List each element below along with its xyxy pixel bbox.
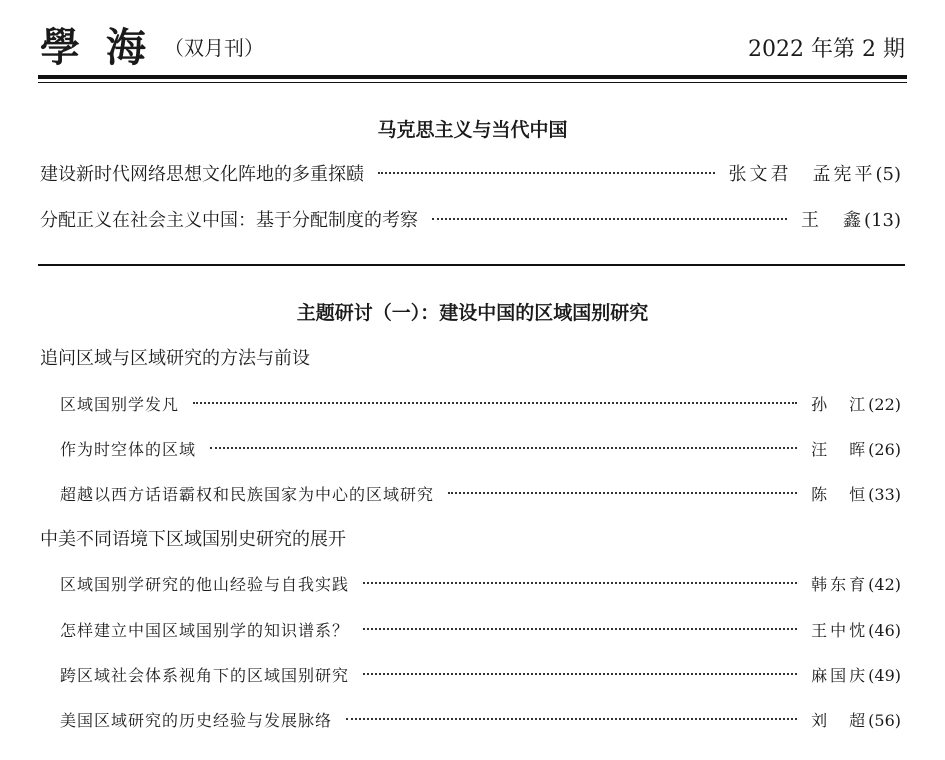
entry-title: 建设新时代网络思想文化阵地的多重探赜: [40, 164, 364, 185]
section-title: 马克思主义与当代中国: [377, 119, 568, 141]
leader-dots: [346, 718, 797, 720]
entry-author: 韩东育: [811, 575, 869, 594]
entry-author: 麻国庆: [811, 666, 869, 685]
toc-entry[interactable]: [60, 618, 901, 644]
entry-title: 区域国别学发凡: [60, 395, 180, 414]
entry-author: 刘 超: [811, 711, 869, 730]
entry-author: 陈 恒: [811, 485, 869, 504]
journal-subtitle: （双月刊）: [164, 36, 264, 60]
leader-dots: [378, 172, 715, 174]
entry-title: 美国区域研究的历史经验与发展脉络: [60, 711, 333, 730]
group-title: 中美不同语境下区域国别史研究的展开: [40, 529, 346, 550]
entry-page: (26): [868, 440, 901, 459]
toc-entry[interactable]: [60, 708, 901, 734]
toc-entry[interactable]: [60, 392, 901, 418]
entry-author: 王 鑫: [801, 210, 865, 231]
entry-page: (13): [864, 210, 901, 231]
leader-dots: [193, 402, 797, 404]
group-title: 追问区域与区域研究的方法与前设: [40, 348, 310, 369]
entry-title: 超越以西方话语霸权和民族国家为中心的区域研究: [60, 485, 435, 504]
entry-page: (33): [868, 485, 901, 504]
journal-name: 學 海: [40, 24, 152, 71]
entry-page: (42): [868, 575, 901, 594]
toc-entry[interactable]: [60, 482, 901, 508]
leader-dots: [210, 447, 797, 449]
toc-entry[interactable]: [60, 663, 901, 689]
section-title: 主题研讨（一）：建设中国的区域国别研究: [296, 302, 649, 324]
entry-author: 孙 江: [811, 395, 869, 414]
entry-author: 王中忱: [811, 621, 869, 640]
toc-entry[interactable]: [60, 572, 901, 598]
entry-author: 汪 晖: [811, 440, 869, 459]
entry-author: 张文君 孟宪平: [728, 164, 876, 185]
leader-dots: [432, 218, 787, 220]
entry-page: (5): [875, 164, 901, 185]
toc-entry[interactable]: [40, 162, 901, 188]
entry-title: 作为时空体的区域: [60, 440, 197, 459]
entry-title: 区域国别学研究的他山经验与自我实践: [60, 575, 350, 594]
entry-page: (46): [868, 621, 901, 640]
entry-page: (22): [868, 395, 901, 414]
leader-dots: [363, 628, 797, 630]
issue-number: 2022 年第 2 期: [748, 37, 905, 62]
entry-title: 怎样建立中国区域国别学的知识谱系？: [60, 621, 350, 640]
header-rule-thick: [38, 75, 907, 79]
section-divider: [38, 264, 905, 266]
entry-page: (49): [868, 666, 901, 685]
entry-title: 分配正义在社会主义中国：基于分配制度的考察: [40, 210, 418, 231]
toc-entry[interactable]: [40, 208, 901, 234]
leader-dots: [363, 673, 797, 675]
leader-dots: [363, 582, 797, 584]
entry-page: (56): [868, 711, 901, 730]
header-rule-thin: [38, 82, 907, 83]
leader-dots: [448, 492, 797, 494]
entry-title: 跨区域社会体系视角下的区域国别研究: [60, 666, 350, 685]
journal-header: [40, 22, 905, 74]
toc-entry[interactable]: [60, 437, 901, 463]
